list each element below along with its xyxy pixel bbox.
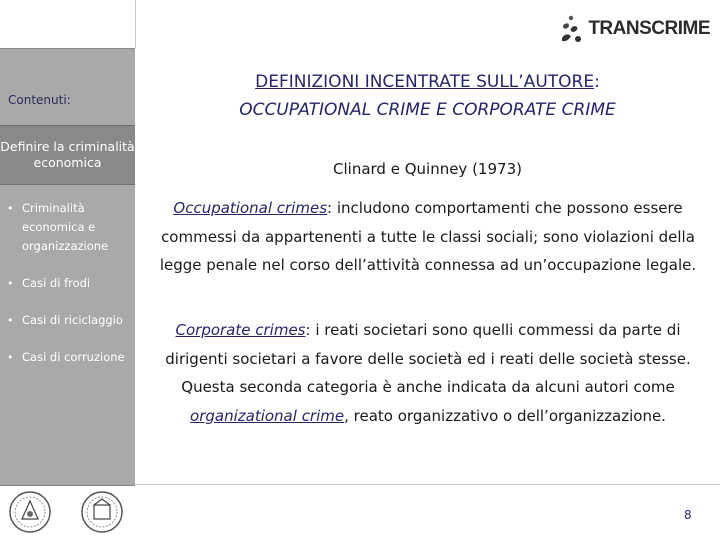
- sidebar-item-frodi[interactable]: [0, 274, 135, 293]
- title-line-1: DEFINIZIONI INCENTRATE SULL’AUTORE: [255, 72, 595, 92]
- paragraph-corporate-crimes: [152, 316, 704, 430]
- title-line-2: OCCUPATIONAL CRIME E CORPORATE CRIME: [239, 100, 616, 120]
- paragraph-text: , reato organizzativo o dell’organizzazione.: [344, 406, 666, 425]
- bullet-icon: •: [7, 277, 14, 290]
- page-number: 8: [684, 508, 692, 522]
- page-title: [150, 68, 705, 124]
- bullet-icon: •: [7, 202, 14, 215]
- author-citation: Clinard e Quinney (1973): [333, 160, 522, 178]
- transcrime-logo-icon: [558, 14, 584, 44]
- sidebar-title: Contenuti:: [8, 93, 71, 107]
- sidebar-item-criminalita[interactable]: [0, 199, 135, 256]
- bullet-icon: •: [7, 351, 14, 364]
- title-colon: :: [594, 72, 600, 92]
- sidebar-item-label: Casi di corruzione: [22, 350, 125, 364]
- sidebar-list: [0, 199, 135, 385]
- university-seal-icon: [8, 489, 52, 535]
- transcrime-logo: [558, 12, 710, 46]
- sidebar-item-label: Criminalità economica e organizzazione: [22, 201, 109, 253]
- term-corporate-crimes: Corporate crimes: [175, 321, 306, 339]
- footer-divider: [135, 484, 720, 485]
- paragraph-occupational-crimes: [152, 194, 704, 280]
- logo-text: TRANSCRIME: [588, 18, 710, 39]
- paragraph-text: : includono comportamenti che possono essere commessi da appartenenti a tutte le classi sociali; sono violazioni della legge penale nel corso dell’attività connessa ad un’occupazione legale.: [159, 199, 697, 274]
- university-seal-icon: [80, 489, 124, 535]
- paragraph-text: : i reati societari sono quelli commessi da parte di dirigenti societari a favore delle società ed i reati delle società stesse. Questa seconda categoria è anche indicata da alcuni autori come: [165, 321, 691, 396]
- sidebar-item-corruzione[interactable]: [0, 348, 135, 367]
- bullet-icon: •: [7, 314, 14, 327]
- sidebar-item-label: Casi di riciclaggio: [22, 313, 123, 327]
- sidebar-item-active[interactable]: [0, 125, 135, 185]
- sidebar-active-label: Definire la criminalità economica: [0, 139, 135, 170]
- term-organizational-crime: organizational crime: [190, 406, 345, 425]
- term-occupational-crimes: Occupational crimes: [173, 199, 328, 217]
- sidebar: [0, 48, 135, 486]
- sidebar-item-riciclaggio[interactable]: [0, 311, 135, 330]
- header-divider: [135, 0, 136, 48]
- sidebar-item-label: Casi di frodi: [22, 276, 91, 290]
